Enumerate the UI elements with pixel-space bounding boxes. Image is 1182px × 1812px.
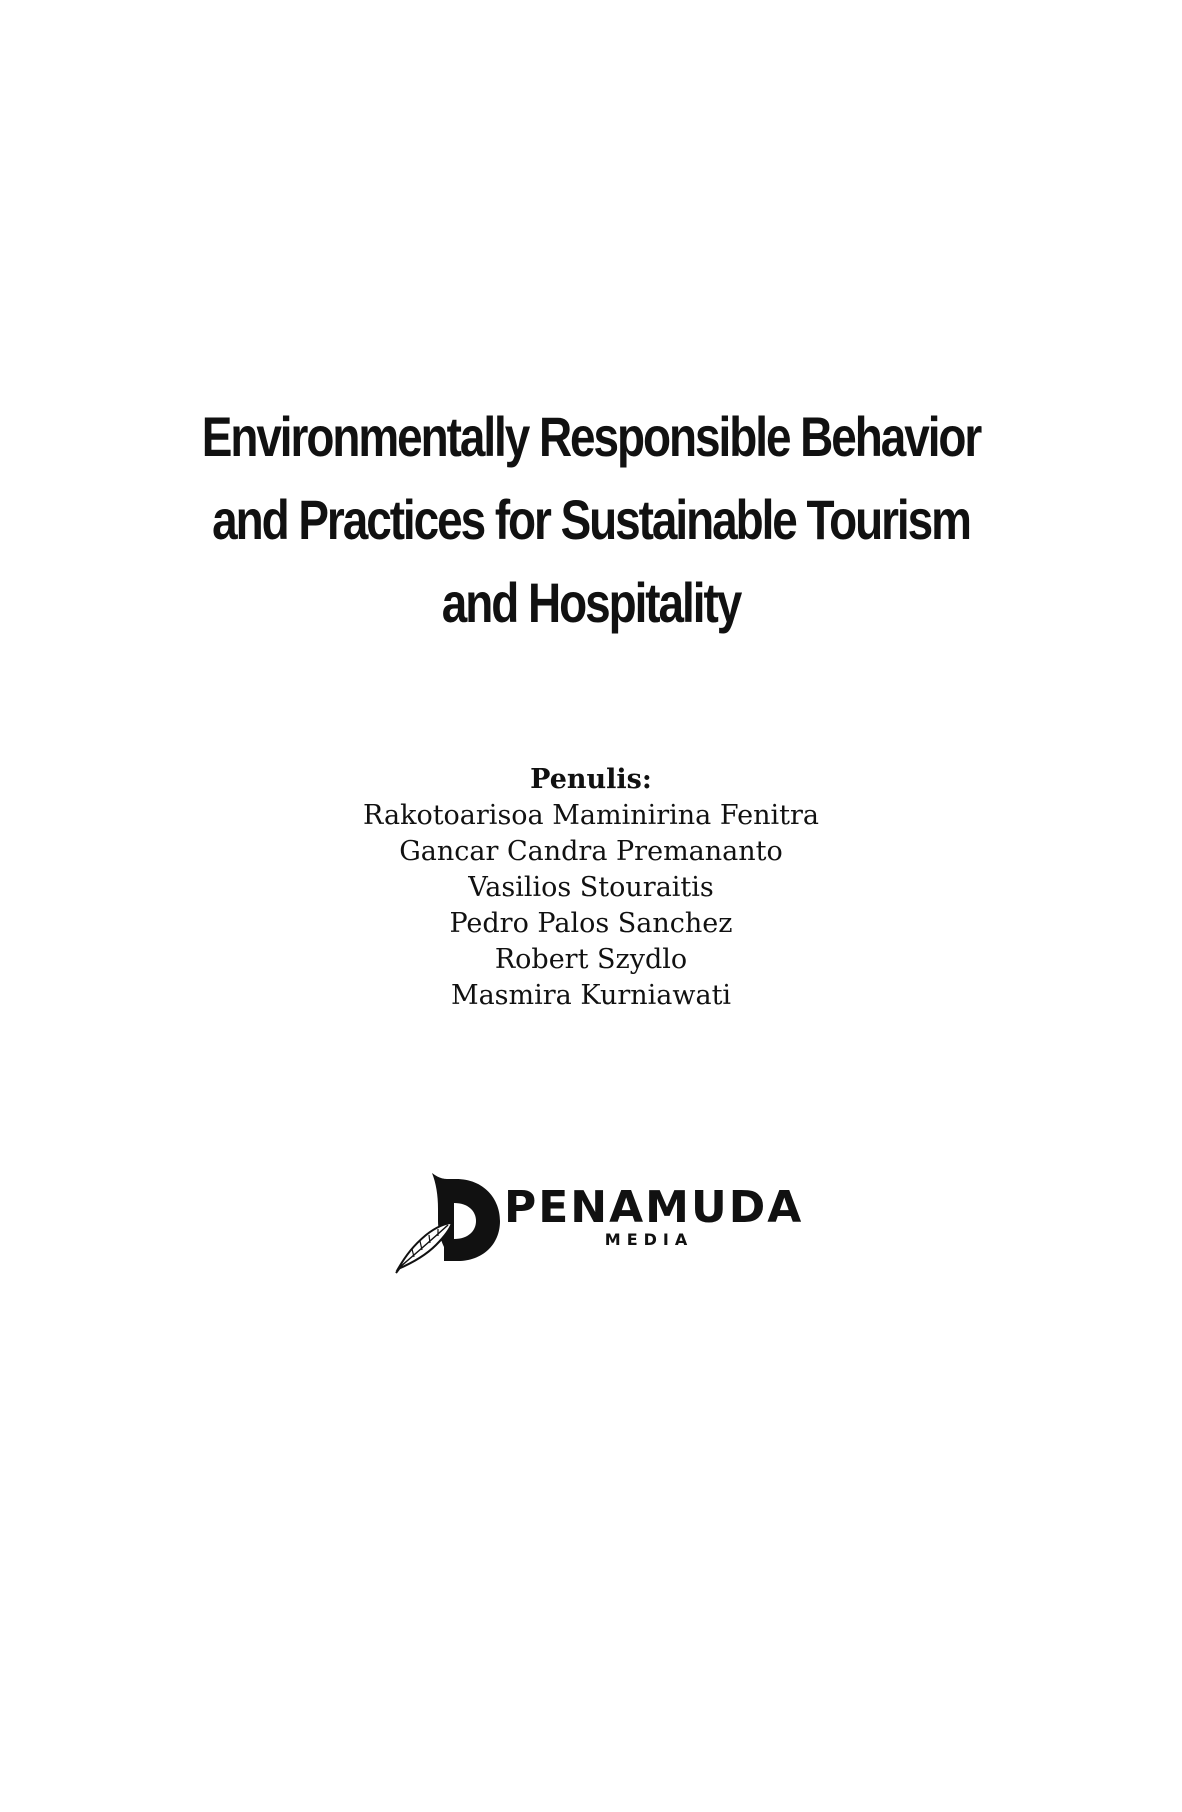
author-name: Robert Szydlo [494,944,688,975]
author-name: Rakotoarisoa Maminirina Fenitra [363,800,819,831]
author-name: Pedro Palos Sanchez [449,908,733,939]
publisher-wordmark [504,1182,804,1249]
book-title-line-3: and Hospitality [441,571,741,634]
authors-label: Penulis: [530,764,652,795]
publisher-name: PENAMUDA [504,1182,804,1233]
authors-block [0,762,1182,1014]
publisher-logo [392,1165,804,1275]
book-title [106,395,1075,644]
book-title-line-1: Environmentally Responsible Behavior [201,405,981,468]
feather-d-logo-icon [392,1165,502,1275]
author-name: Masmira Kurniawati [450,980,732,1011]
book-title-line-2: and Practices for Sustainable Tourism [212,488,970,551]
author-name: Gancar Candra Premananto [399,836,783,867]
author-name: Vasilios Stouraitis [468,872,714,903]
publisher-subtitle: MEDIA [604,1230,694,1249]
